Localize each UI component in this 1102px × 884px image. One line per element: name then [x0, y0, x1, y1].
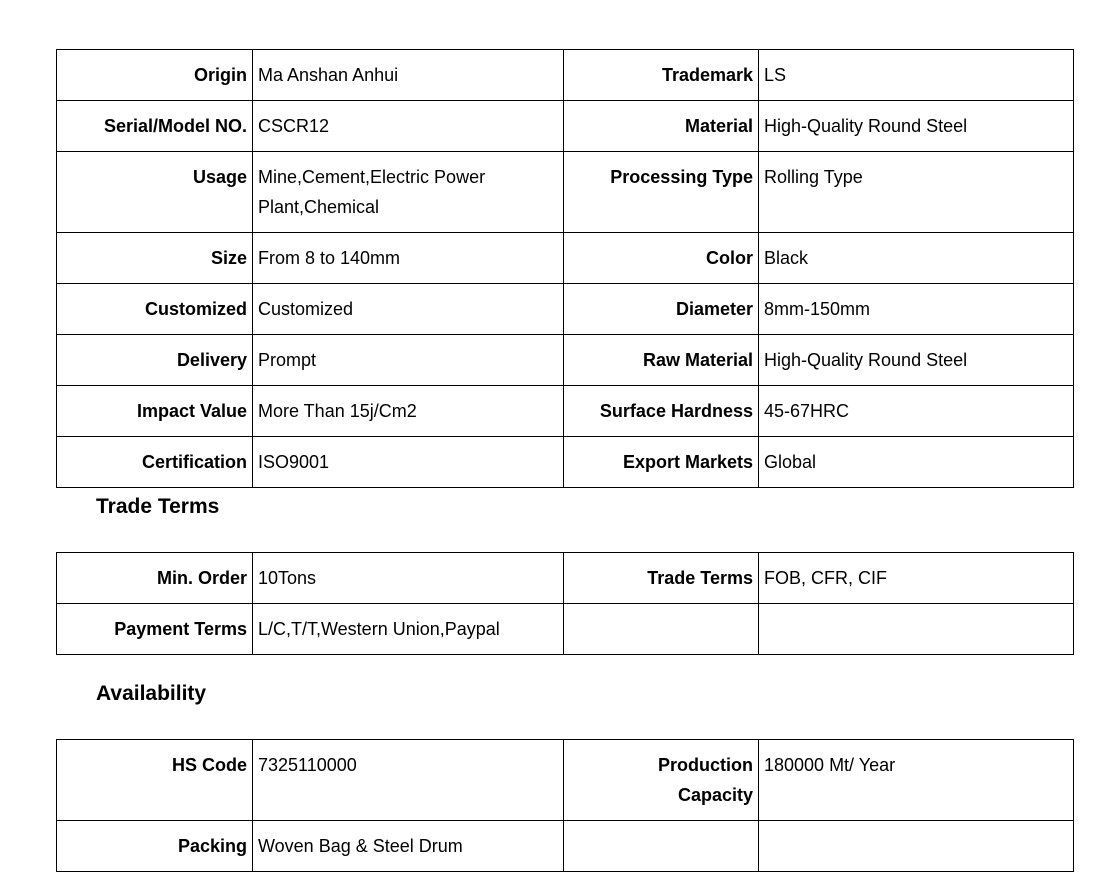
spec-label: Origin	[57, 50, 253, 101]
table-row	[57, 335, 1074, 386]
spec-value: Black	[759, 233, 1074, 284]
spec-value: Customized	[253, 284, 564, 335]
spec-label: Raw Material	[564, 335, 759, 386]
trade-value: 10Tons	[253, 553, 564, 604]
spec-label: Material	[564, 101, 759, 152]
table-row	[57, 553, 1074, 604]
spec-value: Rolling Type	[759, 152, 1074, 233]
table-row	[57, 386, 1074, 437]
trade-label	[564, 604, 759, 655]
spec-label: Size	[57, 233, 253, 284]
spec-label: Serial/Model NO.	[57, 101, 253, 152]
spec-value: LS	[759, 50, 1074, 101]
availability-value: 180000 Mt/ Year	[759, 740, 1074, 821]
availability-label: Packing	[57, 821, 253, 872]
spec-label: Color	[564, 233, 759, 284]
trade-terms-heading: Trade Terms	[96, 495, 220, 518]
spec-value: CSCR12	[253, 101, 564, 152]
spec-value: 8mm-150mm	[759, 284, 1074, 335]
availability-label: HS Code	[57, 740, 253, 821]
spec-value: From 8 to 140mm	[253, 233, 564, 284]
trade-terms-table	[56, 552, 1074, 655]
table-row	[57, 821, 1074, 872]
table-row	[57, 604, 1074, 655]
spec-label: Export Markets	[564, 437, 759, 488]
availability-heading: Availability	[96, 682, 207, 705]
spec-label: Usage	[57, 152, 253, 233]
availability-label: Production Capacity	[564, 740, 759, 821]
specifications-table	[56, 49, 1074, 488]
spec-value: More Than 15j/Cm2	[253, 386, 564, 437]
spec-label: Delivery	[57, 335, 253, 386]
spec-value: ISO9001	[253, 437, 564, 488]
table-row	[57, 284, 1074, 335]
spec-value: Mine,Cement,Electric Power Plant,Chemical	[253, 152, 564, 233]
spec-value: Global	[759, 437, 1074, 488]
spec-value: 45-67HRC	[759, 386, 1074, 437]
spec-value: High-Quality Round Steel	[759, 335, 1074, 386]
availability-label	[564, 821, 759, 872]
spec-value: Ma Anshan Anhui	[253, 50, 564, 101]
trade-label: Min. Order	[57, 553, 253, 604]
availability-value: 7325110000	[253, 740, 564, 821]
table-row	[57, 233, 1074, 284]
trade-value: L/C,T/T,Western Union,Paypal	[253, 604, 564, 655]
availability-value	[759, 821, 1074, 872]
trade-value	[759, 604, 1074, 655]
spec-label: Diameter	[564, 284, 759, 335]
spec-label: Trademark	[564, 50, 759, 101]
table-row	[57, 50, 1074, 101]
table-row	[57, 152, 1074, 233]
spec-value: High-Quality Round Steel	[759, 101, 1074, 152]
spec-value: Prompt	[253, 335, 564, 386]
table-row	[57, 437, 1074, 488]
trade-label: Trade Terms	[564, 553, 759, 604]
table-row	[57, 101, 1074, 152]
table-row	[57, 740, 1074, 821]
spec-label: Certification	[57, 437, 253, 488]
trade-value: FOB, CFR, CIF	[759, 553, 1074, 604]
spec-label: Customized	[57, 284, 253, 335]
spec-label: Surface Hardness	[564, 386, 759, 437]
availability-value: Woven Bag & Steel Drum	[253, 821, 564, 872]
availability-table	[56, 739, 1074, 872]
spec-label: Processing Type	[564, 152, 759, 233]
spec-label: Impact Value	[57, 386, 253, 437]
trade-label: Payment Terms	[57, 604, 253, 655]
